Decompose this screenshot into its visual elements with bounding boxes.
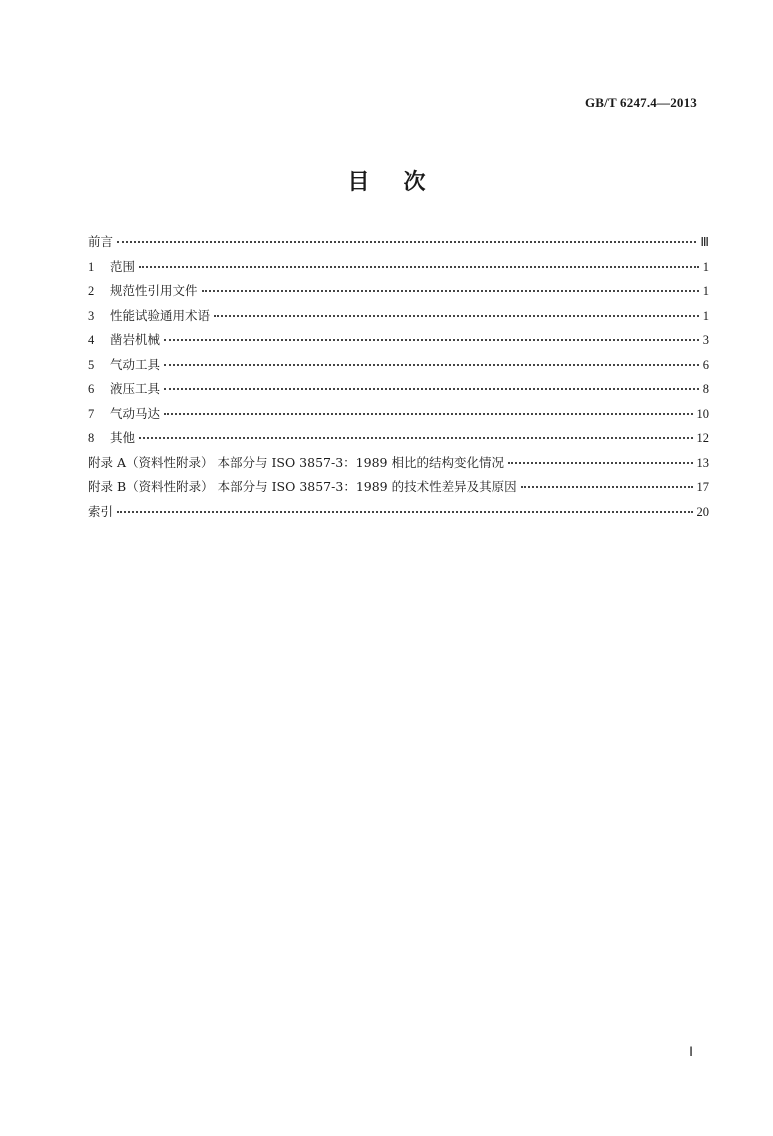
toc-entry-text: 范围 [110, 258, 136, 274]
toc-entry-rock-drilling[interactable] [88, 330, 709, 355]
toc-entry-general-terms[interactable] [88, 306, 709, 331]
toc-entry-air-motors[interactable] [88, 404, 709, 429]
toc-entry-text: 气动工具 [110, 356, 161, 372]
toc-entry-number: 4 [88, 333, 95, 347]
toc-leader-dots [139, 266, 699, 268]
toc-entry-number: 3 [88, 308, 95, 323]
toc-entry-foreword[interactable] [88, 232, 709, 257]
toc-leader-dots [164, 388, 699, 390]
toc-entry-text: 索引 [88, 503, 114, 519]
toc-entry-page: 17 [696, 480, 709, 494]
toc-leader-dots [521, 486, 693, 488]
toc-leader-dots [508, 462, 693, 464]
toc-entry-text: 性能试验通用术语 [110, 307, 211, 323]
toc-entry-text: 规范性引用文件 [110, 283, 198, 298]
toc-entry-index[interactable] [88, 502, 709, 527]
toc-entry-page: 13 [696, 455, 709, 470]
toc-entry-text: 附录 B（资料性附录） 本部分与 ISO 3857-3：1989 的技术性差异及其原因 [88, 479, 517, 494]
toc-entry-annex-a[interactable] [88, 453, 709, 478]
toc-entry-annex-b[interactable] [88, 477, 709, 502]
toc-entry-text: 其他 [110, 430, 136, 445]
toc-leader-dots [202, 290, 699, 292]
toc-leader-dots [214, 315, 699, 317]
toc-entry-page: 8 [702, 382, 709, 396]
toc-entry-hydraulic-tools[interactable] [88, 379, 709, 404]
toc-entry-page: 3 [702, 333, 709, 347]
toc-entry-number: 7 [88, 406, 95, 421]
toc-entry-number: 5 [88, 357, 95, 372]
toc-title: 目次 [347, 170, 460, 195]
toc-entry-number: 2 [88, 284, 95, 298]
toc-entry-number: 6 [88, 382, 95, 396]
toc-entry-text: 液压工具 [110, 381, 161, 396]
page-number: Ⅰ [689, 1044, 693, 1059]
toc-leader-dots [117, 241, 696, 243]
toc-entry-text: 附录 A（资料性附录） 本部分与 ISO 3857-3：1989 相比的结构变化情况 [88, 454, 504, 470]
toc-entry-number: 8 [88, 431, 95, 445]
toc-entry-page: 1 [702, 308, 709, 323]
toc-entry-number: 1 [88, 259, 95, 274]
toc-entry-page: 20 [696, 504, 709, 519]
toc-leader-dots [139, 437, 692, 439]
toc-leader-dots [117, 511, 692, 513]
toc-entry-pneumatic-tools[interactable] [88, 355, 709, 380]
toc-entry-others[interactable] [88, 428, 709, 453]
toc-entry-text: 凿岩机械 [110, 332, 161, 347]
toc-leader-dots [164, 413, 692, 415]
toc-entry-text: 气动马达 [110, 405, 161, 421]
toc-entry-page: 1 [702, 259, 709, 274]
toc-entry-page: Ⅲ [700, 235, 709, 249]
table-of-contents [88, 232, 709, 526]
toc-entry-page: 10 [696, 406, 709, 421]
toc-entry-page: 1 [702, 284, 709, 298]
toc-leader-dots [164, 339, 699, 341]
toc-entry-page: 12 [696, 431, 709, 445]
toc-leader-dots [164, 364, 699, 366]
standard-code: GB/T 6247.4—2013 [584, 95, 697, 110]
toc-entry-scope[interactable] [88, 257, 709, 282]
toc-entry-page: 6 [702, 357, 709, 372]
toc-entry-text: 前言 [88, 234, 114, 249]
toc-entry-normative-references[interactable] [88, 281, 709, 306]
